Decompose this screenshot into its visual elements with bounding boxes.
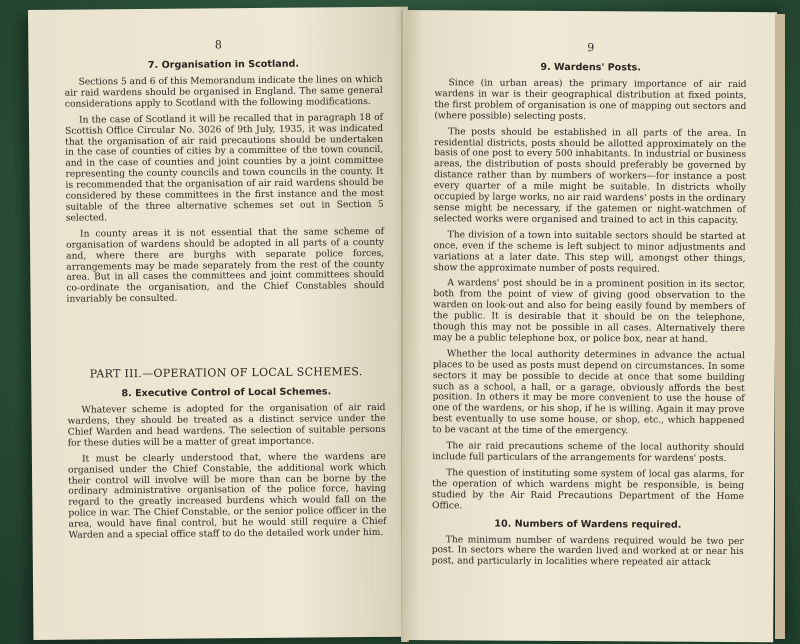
section-9-paragraph: The air raid precautions scheme of the local authority should include full particulars of the arrangements for wardens' posts. xyxy=(432,441,745,464)
right-page xyxy=(401,10,777,642)
left-page-number: 8 xyxy=(214,38,222,52)
section-7-paragraph: Sections 5 and 6 of this Memorandum indicate the lines on which air raid wardens should be organised in England. The same general considerations apply to Scotland with the following modifications. xyxy=(64,74,383,110)
section-9-paragraph: The division of a town into suitable sectors should be started at once, even if the scheme is left subject to minor adjustments and variations at a later date. This step will, amongst other things, show the approximate number of posts required. xyxy=(433,230,746,275)
part-3-title: PART III.—OPERATION OF LOCAL SCHEMES. xyxy=(89,365,363,381)
section-8-paragraph: Whatever scheme is adopted for the organisation of air raid wardens, they should be treated as a distinct service under the Chief Warden and head wardens. The selection of suitable persons for these duties will be a matter of great importance. xyxy=(67,403,386,449)
page-edge xyxy=(775,14,785,639)
section-7-heading: 7. Organisation in Scotland. xyxy=(147,58,300,71)
section-8-heading: 8. Executive Control of Local Schemes. xyxy=(121,386,332,400)
section-10-paragraph: The minimum number of wardens required would be two per post. In sectors where the warden lived and worked at or near his post, and particularly in localities where repeated air attack xyxy=(431,534,744,569)
section-9-paragraph: Whether the local authority determines in advance the actual places to be used as posts must depend on circumstances. In some sectors it may be possible to decide at once that some building such as a school, a hall, or a garage, obviously affords the best position. In others it may be more convenient to use the house of one of the wardens, or his shop, if he is willing. Again it may prove best eventually to use some house, or shop, etc., which happened to be vacant at the time of the emergency. xyxy=(432,349,745,437)
section-9-paragraph: A wardens' post should be in a prominent position in its sector, both from the point of view of giving good observation to the warden on look-out and also for being easily found by members of the public. It is desirable that it should be on the telephone, though this may not be possible in all cases. Alternatively there may be a public telephone box, or police box, near at hand. xyxy=(432,278,746,345)
section-9-paragraph: The question of instituting some system of local gas alarms, for the operation of which wardens might be responsible, is being studied by the Air Raid Precautions Department of the Home Office. xyxy=(431,468,745,511)
section-8-paragraph: It must be clearly understood that, where the wardens are organised under the Chief Constable, the additional work which their control will involve will be more than can be borne by the ordinary administrative organisation of the police force, having regard to the greatly increased burdens which would fall on the police in war. The Chief Constable, or the senior police officer in the area, would have final control, but he would still require a Chief Warden and a special office staff to do the detailed work under him. xyxy=(67,451,387,541)
left-page-column xyxy=(28,58,412,542)
right-page-column xyxy=(402,61,777,570)
section-7-paragraph: In the case of Scotland it will be recalled that in paragraph 18 of Scottish Office Circular No. 3026 of 9th July, 1935, it was indicated that the organisation of air raid precautions should be undertaken in the case of counties of cities by a committee of the town council, and in the case of counties and joint counties by a joint committee representing the county councils and town councils in the county. It is recommended that the organisation of air raid wardens should be considered by these committees in the first instance and the most suitable of the three alternative schemes set out in Section 5 selected. xyxy=(65,112,384,224)
section-9-paragraph: Since (in urban areas) the primary importance of air raid wardens in war is their geographical distribution at fixed points, the first problem of organisation is one of mapping out sectors and (where possible) selecting posts. xyxy=(434,78,747,122)
section-9-paragraph: The posts should be established in all parts of the area. In residential districts, posts should be allotted approximately on the basis of one post to every 500 inhabitants. In industrial or business areas, the distribution of posts should preferably be governed by distance rather than by numbers of workers—for instance a post every quarter of a mile might be suitable. In districts wholly occupied by large works, no air raid wardens' posts in the ordinary sense might be necessary, if the gatemen or night-watchmen of selected works were organised and trained to act in this capacity. xyxy=(433,126,747,226)
section-10-heading: 10. Numbers of Wardens required. xyxy=(494,518,682,531)
left-page xyxy=(28,7,413,640)
right-page-number: 9 xyxy=(587,41,595,55)
section-7-paragraph: In county areas it is not essential that the same scheme of organisation of wardens should be adopted in all parts of a county and, where there are burghs with separate police forces, arrangements may be made separately from the rest of the county area. But in all cases the committees and joint committees should co-ordinate the organisation, and the Chief Constables should invariably be consulted. xyxy=(66,226,385,305)
section-9-heading: 9. Wardens' Posts. xyxy=(540,61,641,74)
